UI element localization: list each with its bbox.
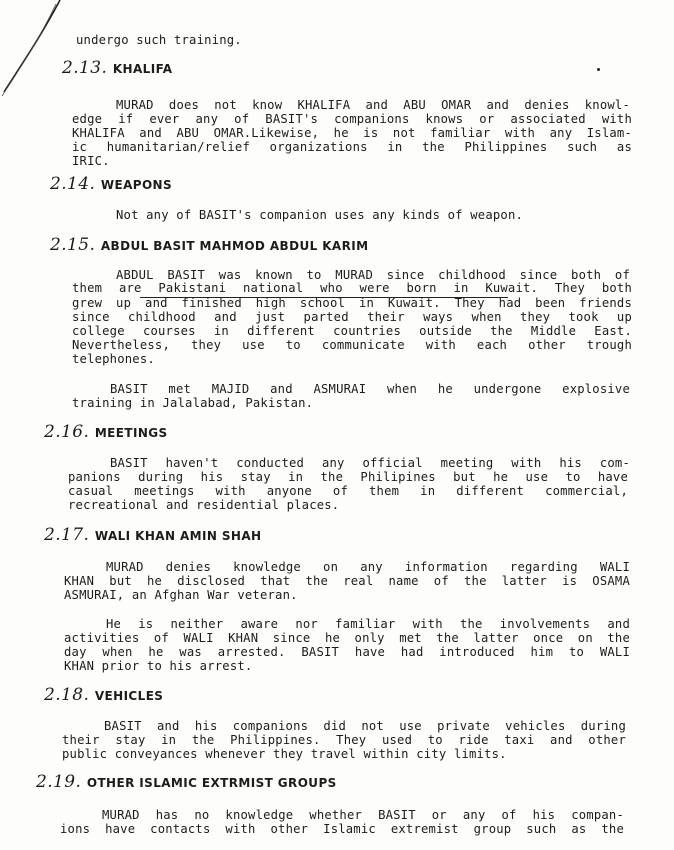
section-heading-meetings	[44, 422, 168, 442]
paragraph-line: their stay in the Philippines. They used to ride taxi and other	[62, 733, 626, 747]
section-number: 2.14.	[50, 174, 96, 194]
section-title: KHALIFA	[112, 62, 173, 76]
paragraph-line: MURAD has no knowledge whether BASIT or any of his compan-	[102, 808, 624, 822]
paragraph-line: He is neither aware nor familiar with the involvements and	[106, 617, 630, 631]
paragraph-line: casual meetings with anyone of them in different commercial,	[68, 484, 628, 498]
paragraph-line: KHAN but he disclosed that the real name of the latter is OSAMA	[64, 574, 630, 588]
section-title: WEAPONS	[100, 178, 173, 192]
section-heading-vehicles	[44, 685, 163, 705]
section-title: ABDUL BASIT MAHMOD ABDUL KARIM	[100, 239, 369, 253]
section-number: 2.17.	[44, 525, 90, 545]
paragraph-line: Not any of BASIT's companion uses any kinds of weapon.	[116, 208, 524, 222]
paragraph-line: college courses in different countries outside the Middle East.	[72, 324, 632, 338]
paragraph-line: recreational and residential places.	[68, 498, 340, 512]
paragraph-line: BASIT met MAJID and ASMURAI when he undergone explosive	[110, 382, 630, 396]
section-number: 2.16.	[44, 422, 90, 442]
ink-dot	[597, 68, 600, 71]
paragraph-line: BASIT and his companions did not use private vehicles during	[104, 719, 626, 733]
paragraph-line: MURAD denies knowledge on any information regarding WALI	[106, 560, 630, 574]
paragraph-line: ions have contacts with other Islamic extremist group such as the	[60, 822, 624, 836]
section-number: 2.15.	[50, 235, 96, 255]
section-title: MEETINGS	[94, 426, 168, 440]
paragraph-line: panions during his stay in the Philipines but he use to have	[68, 470, 628, 484]
paragraph-line: activities of WALI KHAN since he only met the latter once on the	[64, 631, 630, 645]
paragraph-line: MURAD does not know KHALIFA and ABU OMAR and denies knowl-	[116, 98, 630, 112]
section-heading-wali-khan	[44, 525, 262, 545]
paragraph-line: Nevertheless, they use to communicate with each other trough	[72, 338, 632, 352]
paragraph-line: edge if ever any of BASIT's companions knows or associated with	[72, 112, 632, 126]
section-number: 2.19.	[36, 772, 82, 792]
paragraph-line: ASMURAI, an Afghan War veteran.	[64, 588, 298, 602]
section-title: VEHICLES	[94, 689, 164, 703]
paragraph-line: KHALIFA and ABU OMAR.Likewise, he is not familiar with any Islam-	[72, 126, 632, 140]
paragraph-line: IRIC.	[72, 154, 110, 168]
section-title: OTHER ISLAMIC EXTRMIST GROUPS	[86, 776, 337, 790]
paragraph-line: grew up and finished high school in Kuwait. They had been friends	[72, 296, 632, 310]
paragraph-line: them are Pakistani national who were born in Kuwait. They both	[72, 281, 632, 295]
intro-line: undergo such training.	[76, 33, 242, 47]
paragraph-line: day when he was arrested. BASIT have had introduced him to WALI	[64, 645, 630, 659]
section-title: WALI KHAN AMIN SHAH	[94, 529, 262, 543]
paragraph-line: public conveyances whenever they travel within city limits.	[62, 747, 507, 761]
section-heading-other-groups	[36, 772, 337, 792]
pen-stroke-mark	[0, 0, 80, 100]
paragraph-line: ic humanitarian/relief organizations in the Philippines such as	[72, 140, 632, 154]
section-number: 2.13.	[62, 58, 108, 78]
section-heading-abdul-basit	[50, 235, 368, 255]
paragraph-line: BASIT haven't conducted any official meeting with his com-	[110, 456, 630, 470]
section-heading-khalifa	[62, 58, 173, 78]
paragraph-line: ABDUL BASIT was known to MURAD since childhood since both of	[116, 268, 630, 282]
paragraph-line: since childhood and just parted their ways when they took up	[72, 310, 632, 324]
section-heading-weapons	[50, 174, 172, 194]
paragraph-line: telephones.	[72, 352, 155, 366]
paragraph-line: training in Jalalabad, Pakistan.	[72, 396, 314, 410]
section-number: 2.18.	[44, 685, 90, 705]
paragraph-line: KHAN prior to his arrest.	[64, 659, 253, 673]
